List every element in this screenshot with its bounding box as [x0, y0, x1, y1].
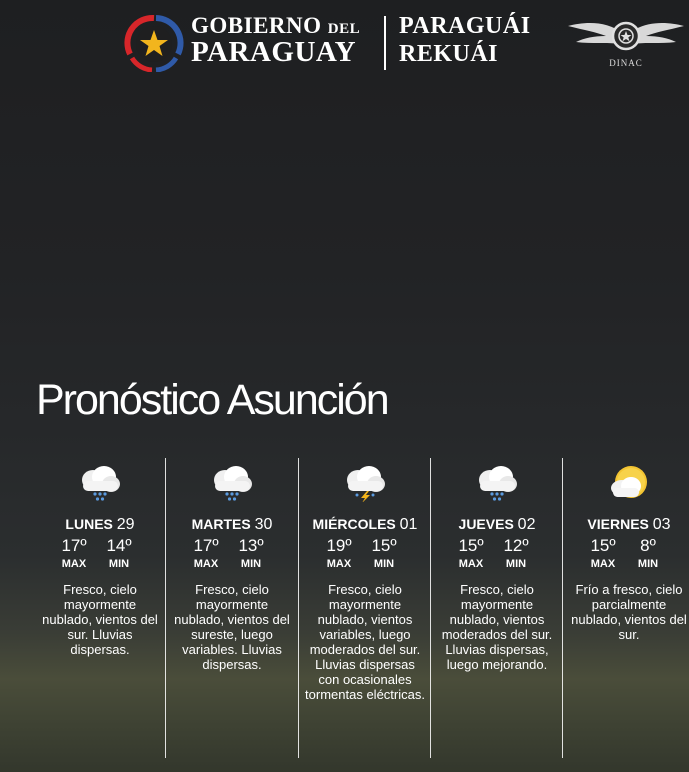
- forecast-description: Fresco, cielo mayormente nublado, vientos moderados del sur. Lluvias dispersas, luego mejorando.: [441, 582, 553, 672]
- temperatures: [166, 536, 298, 580]
- header: [0, 8, 689, 70]
- forecast-day: [562, 458, 689, 758]
- max-temp: 15º: [458, 536, 484, 555]
- rain-cloud-icon: [475, 462, 519, 502]
- forecast-description: Fresco, cielo mayormente nublado, vientos del sur. Lluvias dispersas.: [42, 582, 158, 657]
- max-temp: 19º: [326, 536, 352, 555]
- min-temp: 13º: [238, 536, 264, 555]
- rain-cloud-icon: [210, 462, 254, 502]
- min-temp: 12º: [503, 536, 529, 555]
- forecast-day: [298, 458, 431, 758]
- temperatures: [299, 536, 431, 580]
- max-label: MAX: [458, 558, 484, 570]
- day-name: MIÉRCOLES 01: [312, 516, 418, 533]
- min-label: MIN: [240, 558, 262, 570]
- forecast-day: [165, 458, 298, 758]
- paraguay-emblem-icon: [124, 14, 184, 72]
- rain-cloud-icon: [78, 462, 122, 502]
- max-temp: 15º: [590, 536, 616, 555]
- max-label: MAX: [193, 558, 219, 570]
- forecast-description: Fresco, cielo mayormente nublado, vientos del sureste, luego variables. Lluvias dispersas.: [174, 582, 290, 672]
- day-name: MARTES 30: [191, 516, 273, 533]
- dinac-logo: DINAC: [566, 14, 686, 70]
- max-temp: 17º: [193, 536, 219, 555]
- min-temp: 15º: [371, 536, 397, 555]
- gobierno-logo-text: GOBIERNO DEL PARAGUAY: [191, 13, 361, 68]
- day-name: JUEVES 02: [458, 516, 536, 533]
- partly-cloudy-icon: [607, 462, 651, 502]
- max-label: MAX: [590, 558, 616, 570]
- page-title: Pronóstico Asunción: [36, 376, 388, 424]
- forecast-description: Fresco, cielo mayormente nublado, vientos variables, luego moderados del sur. Lluvias dispersas con ocasionales tormentas eléctricas.: [305, 582, 425, 702]
- max-label: MAX: [326, 558, 352, 570]
- forecast-day: [430, 458, 563, 758]
- temperatures: [431, 536, 563, 580]
- min-label: MIN: [637, 558, 659, 570]
- slogan-text: PARAGUÁI REKUÁI: [399, 13, 531, 67]
- logo-divider: [384, 16, 386, 70]
- min-label: MIN: [108, 558, 130, 570]
- min-label: MIN: [373, 558, 395, 570]
- max-temp: 17º: [61, 536, 87, 555]
- day-name: LUNES 29: [65, 516, 135, 533]
- forecast-day: [34, 458, 166, 758]
- min-label: MIN: [505, 558, 527, 570]
- min-temp: 14º: [106, 536, 132, 555]
- day-name: VIERNES 03: [587, 516, 671, 533]
- temperatures: [34, 536, 166, 580]
- storm-cloud-icon: [343, 462, 387, 502]
- temperatures: [563, 536, 689, 580]
- forecast-description: Frío a fresco, cielo parcialmente nublado, vientos del sur.: [571, 582, 687, 642]
- min-temp: 8º: [640, 536, 656, 555]
- forecast-days: [34, 458, 689, 758]
- max-label: MAX: [61, 558, 87, 570]
- dinac-wings-icon: [566, 14, 686, 58]
